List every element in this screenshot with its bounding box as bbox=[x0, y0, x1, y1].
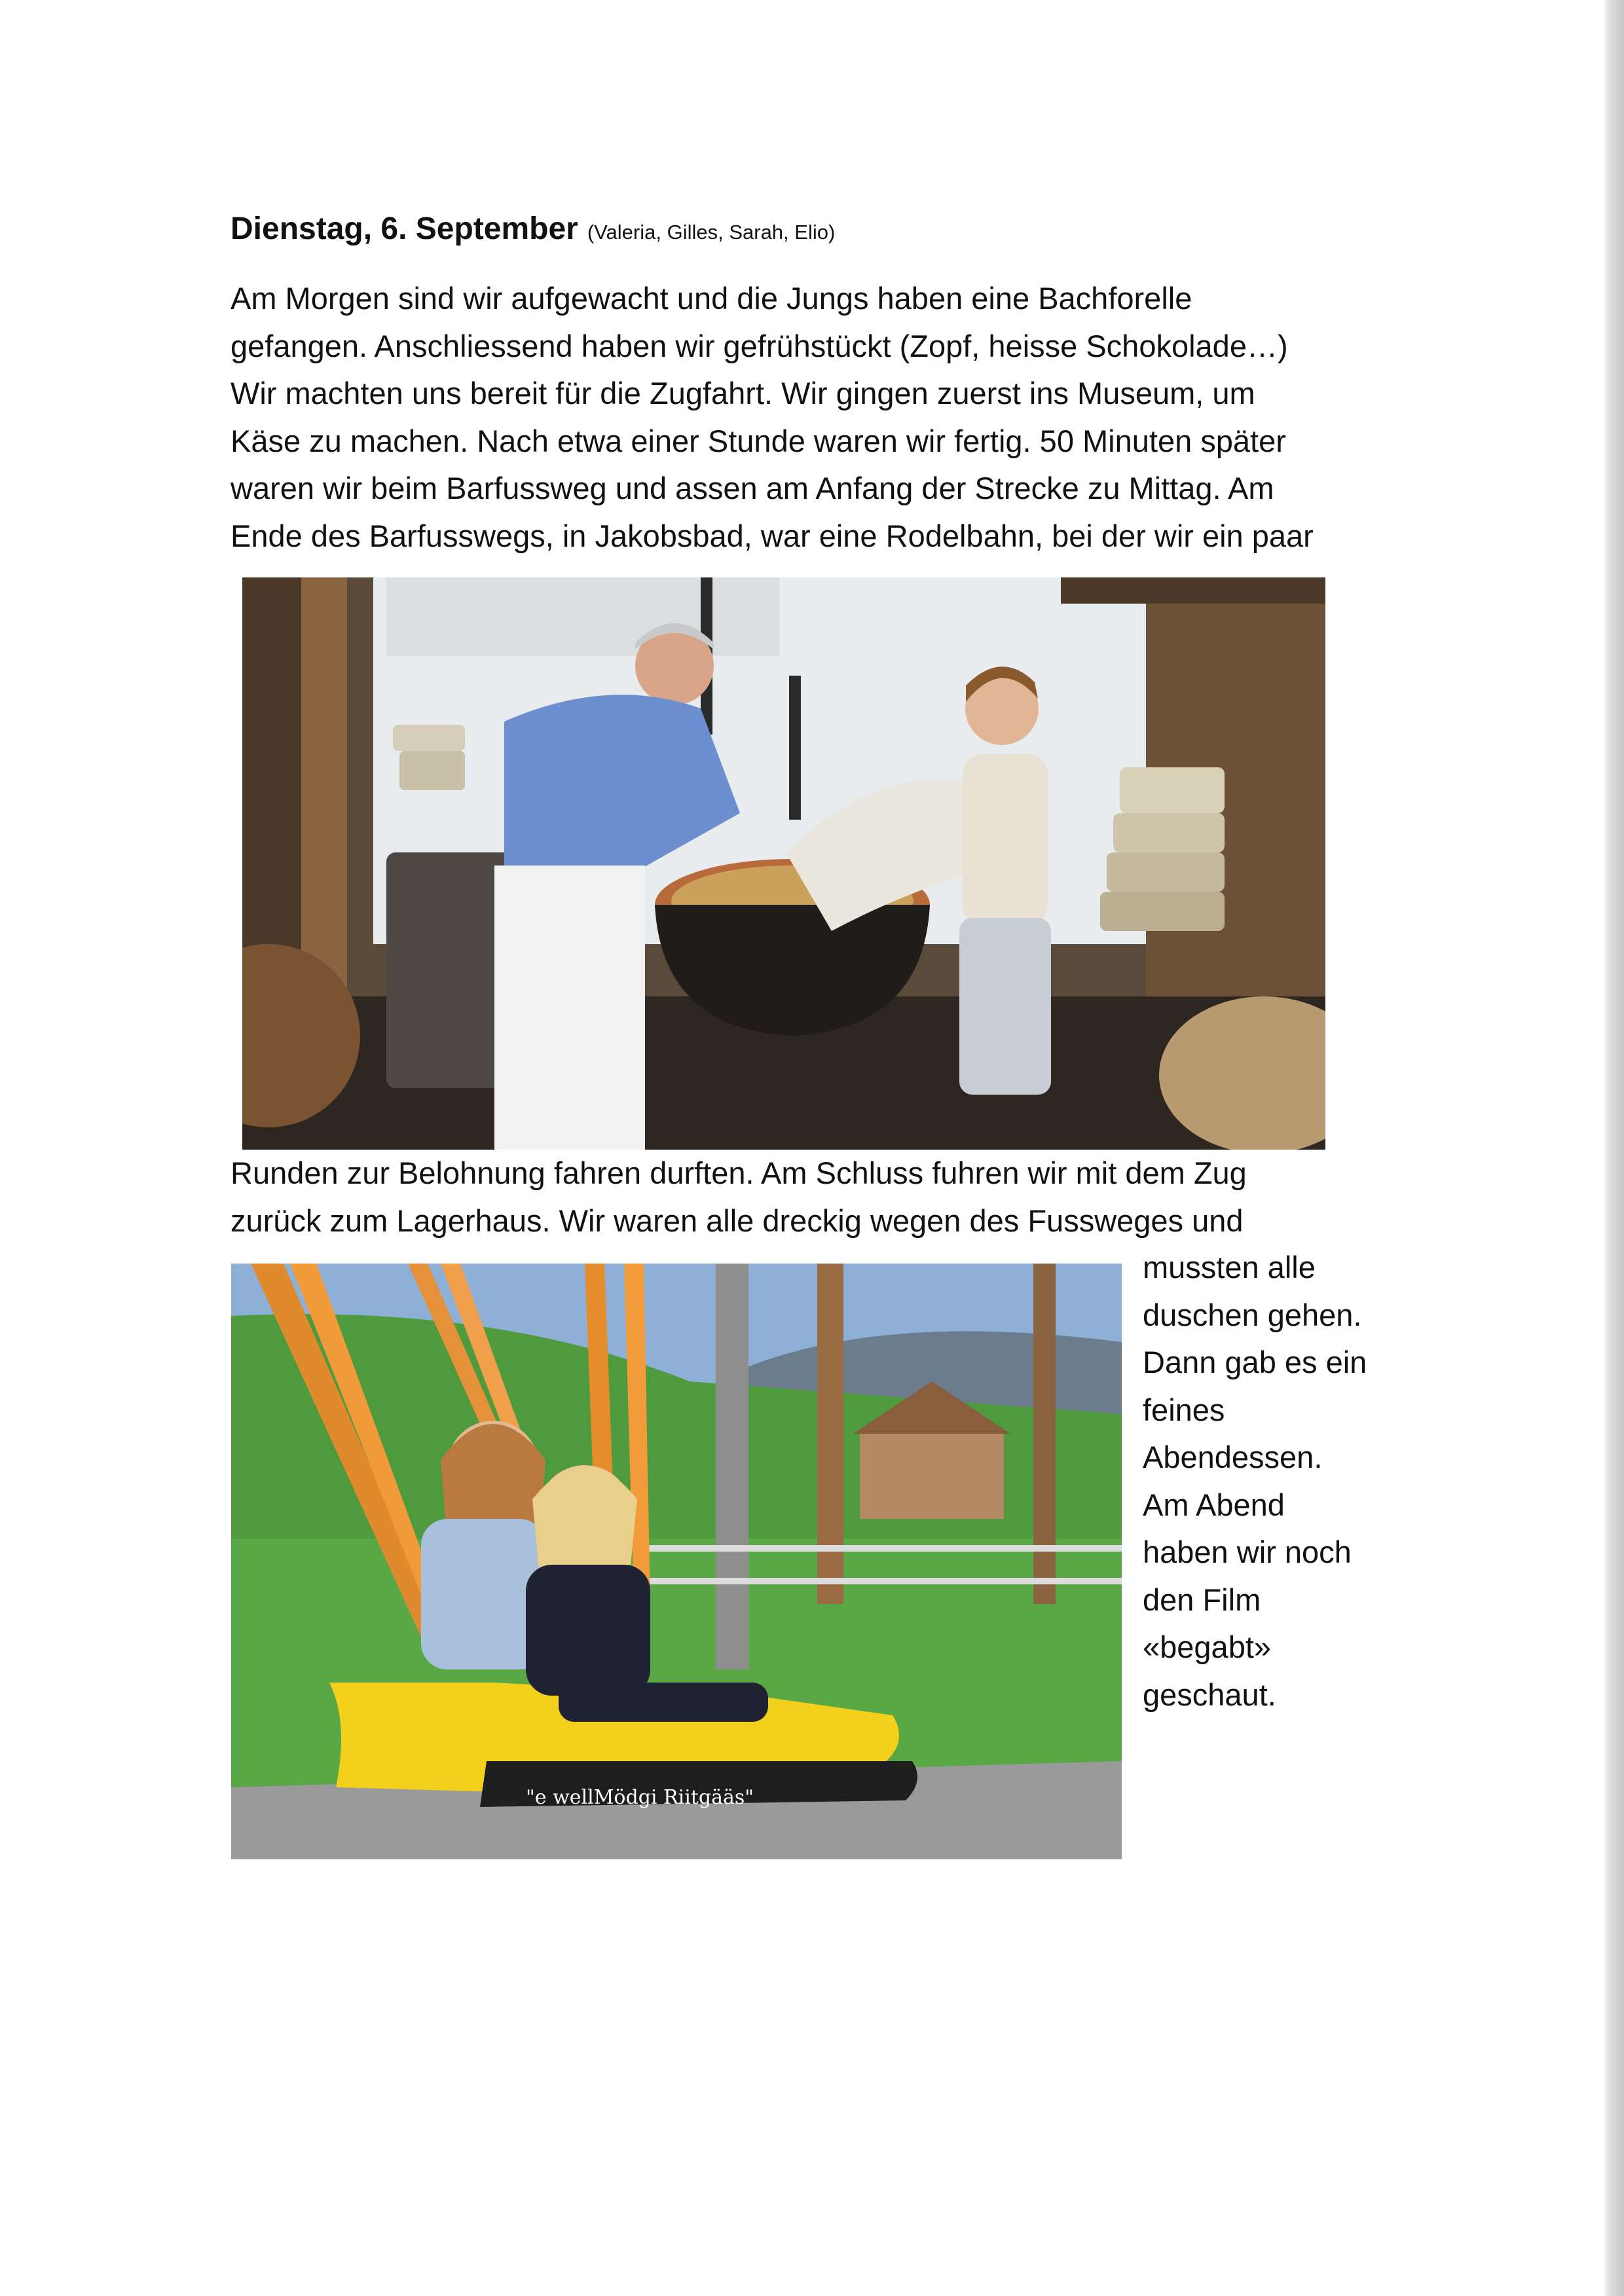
text-line: «begabt» bbox=[1143, 1630, 1272, 1664]
text-line: duschen gehen. bbox=[1143, 1297, 1362, 1332]
scan-edge bbox=[1604, 0, 1624, 2296]
cheese-making-photo bbox=[242, 577, 1325, 1150]
page-heading bbox=[231, 211, 835, 247]
text-line: Abendessen. bbox=[1143, 1440, 1323, 1474]
paragraph-morning bbox=[231, 275, 1383, 560]
heading-names: (Valeria, Gilles, Sarah, Elio) bbox=[587, 221, 836, 244]
text-line: Ende des Barfusswegs, in Jakobsbad, war eine Rodelbahn, bei der wir ein paar bbox=[231, 518, 1314, 553]
text-line: gefangen. Anschliessend haben wir gefrühstückt (Zopf, heisse Schokolade…) bbox=[231, 328, 1288, 363]
text-line: haben wir noch bbox=[1143, 1535, 1352, 1569]
text-line: waren wir beim Barfussweg und assen am Anfang der Strecke zu Mittag. Am bbox=[231, 471, 1274, 505]
text-line: Am Abend bbox=[1143, 1487, 1285, 1522]
text-line: zurück zum Lagerhaus. Wir waren alle dreckig wegen des Fussweges und bbox=[231, 1203, 1244, 1238]
text-line: Wir machten uns bereit für die Zugfahrt. Wir gingen zuerst ins Museum, um bbox=[231, 376, 1255, 410]
text-line: mussten alle bbox=[1143, 1250, 1316, 1285]
toboggan-photo bbox=[231, 1264, 1122, 1859]
text-line: feines bbox=[1143, 1392, 1225, 1427]
sled-label: "e wellMödgi Riitgääs" bbox=[526, 1786, 754, 1809]
text-line: Dann gab es ein bbox=[1143, 1345, 1367, 1379]
text-line: Käse zu machen. Nach etwa einer Stunde waren wir fertig. 50 Minuten später bbox=[231, 423, 1286, 458]
paragraph-afternoon bbox=[231, 1150, 1383, 1245]
side-paragraph bbox=[1143, 1244, 1392, 1719]
text-line: den Film bbox=[1143, 1582, 1261, 1617]
text-line: geschaut. bbox=[1143, 1677, 1276, 1712]
text-line: Runden zur Belohnung fahren durften. Am Schluss fuhren wir mit dem Zug bbox=[231, 1156, 1247, 1190]
heading-date: Dienstag, 6. September bbox=[231, 211, 578, 246]
text-line: Am Morgen sind wir aufgewacht und die Jungs haben eine Bachforelle bbox=[231, 281, 1192, 316]
